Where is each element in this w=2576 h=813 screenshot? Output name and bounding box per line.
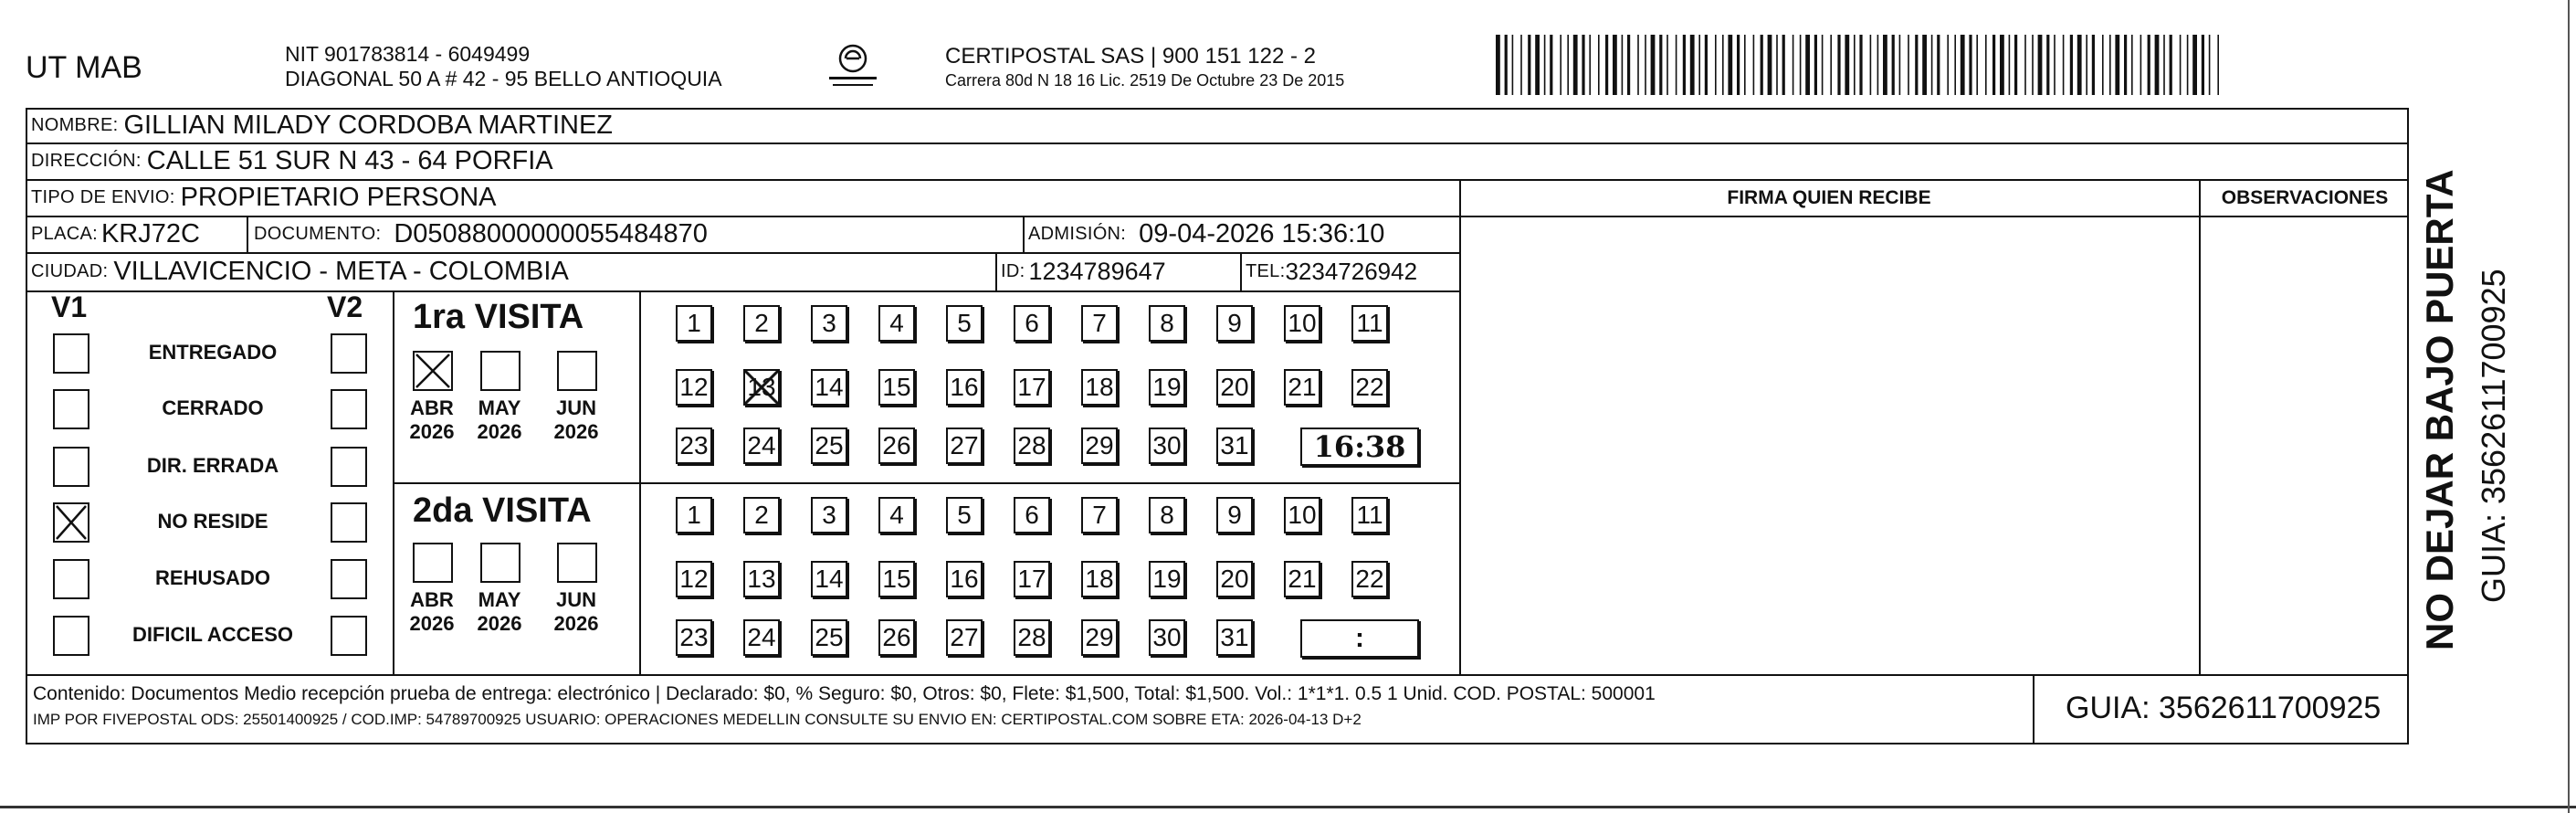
- day-cell[interactable]: 20: [1216, 561, 1253, 597]
- tel-value: 3234726942: [1285, 258, 1418, 285]
- day-cell[interactable]: 9: [1216, 305, 1253, 342]
- month-checkbox[interactable]: [557, 351, 597, 391]
- tel-label: TEL:: [1246, 261, 1286, 281]
- day-cell[interactable]: 25: [811, 428, 847, 464]
- day-cell[interactable]: 26: [878, 619, 915, 656]
- day-cell[interactable]: 1: [676, 497, 712, 533]
- day-cell[interactable]: 28: [1014, 428, 1050, 464]
- day-cell[interactable]: 29: [1081, 619, 1118, 656]
- day-cell[interactable]: 30: [1149, 619, 1185, 656]
- document-label: DOCUMENTO:: [254, 224, 382, 244]
- day-cell[interactable]: 23: [676, 619, 712, 656]
- day-cell[interactable]: 16: [946, 369, 983, 406]
- day-cell[interactable]: 6: [1014, 497, 1050, 533]
- day-cell[interactable]: 5: [946, 305, 983, 342]
- v1-header: V1: [51, 290, 88, 323]
- city-value: VILLAVICENCIO - META - COLOMBIA: [113, 257, 569, 286]
- day-cell[interactable]: 13: [743, 561, 780, 597]
- admission-value: 09-04-2026 15:36:10: [1139, 219, 1385, 248]
- status-label: REHUSADO: [155, 566, 270, 589]
- content-line: Contenido: Documentos Medio recepción prueba de entrega: electrónico | Declarado: $0, % Seguro: $0, Otros: $0, Flete: $1,500, Total: $1,500. Vol.: 1*1*1. 0.5 1 Unid. COD. POSTAL: 500001: [33, 683, 1656, 704]
- day-cell[interactable]: 9: [1216, 497, 1253, 533]
- day-cell[interactable]: 12: [676, 369, 712, 406]
- v2-checkbox[interactable]: [331, 616, 367, 656]
- day-cell[interactable]: 15: [878, 561, 915, 597]
- day-cell[interactable]: 24: [743, 428, 780, 464]
- day-cell[interactable]: 22: [1351, 369, 1388, 406]
- month-label: MAY 2026: [477, 588, 522, 635]
- day-cell[interactable]: 12: [676, 561, 712, 597]
- id-label: ID:: [1001, 261, 1025, 281]
- status-label: ENTREGADO: [148, 341, 278, 364]
- month-checkbox[interactable]: [480, 543, 520, 583]
- recipient-address: CALLE 51 SUR N 43 - 64 PORFIA: [146, 146, 553, 175]
- status-label: DIR. ERRADA: [146, 454, 279, 477]
- v1-checkbox[interactable]: [53, 502, 89, 543]
- day-cell[interactable]: 7: [1081, 497, 1118, 533]
- day-cell[interactable]: 13: [743, 369, 780, 406]
- day-cell[interactable]: 21: [1284, 561, 1320, 597]
- day-cell[interactable]: 3: [811, 497, 847, 533]
- day-cell[interactable]: 23: [676, 428, 712, 464]
- shipment-type-label: TIPO DE ENVIO:: [31, 187, 175, 207]
- city-label: CIUDAD:: [31, 261, 109, 281]
- day-cell[interactable]: 10: [1284, 497, 1320, 533]
- status-label: CERRADO: [162, 396, 264, 419]
- v2-checkbox[interactable]: [331, 333, 367, 374]
- id-value: 1234789647: [1028, 258, 1166, 285]
- signature-column-header: FIRMA QUIEN RECIBE: [1727, 187, 1931, 208]
- sender-address: DIAGONAL 50 A # 42 - 95 BELLO ANTIOQUIA: [285, 67, 722, 90]
- shipment-type: PROPIETARIO PERSONA: [180, 183, 497, 212]
- check-x-icon: [55, 504, 88, 541]
- day-cell[interactable]: 27: [946, 428, 983, 464]
- day-cell[interactable]: 30: [1149, 428, 1185, 464]
- second-visit-title: 2da VISITA: [413, 491, 592, 530]
- day-cell[interactable]: 19: [1149, 369, 1185, 406]
- day-cell[interactable]: 2: [743, 497, 780, 533]
- day-cell[interactable]: 31: [1216, 428, 1253, 464]
- day-cell[interactable]: 4: [878, 305, 915, 342]
- day-cell[interactable]: 25: [811, 619, 847, 656]
- carrier-license: Carrera 80d N 18 16 Lic. 2519 De Octubre 23 De 2015: [945, 71, 1345, 90]
- v1-checkbox[interactable]: [53, 447, 89, 487]
- day-cell[interactable]: 1: [676, 305, 712, 342]
- day-cell[interactable]: 24: [743, 619, 780, 656]
- day-cell[interactable]: 11: [1351, 305, 1388, 342]
- day-cell[interactable]: 22: [1351, 561, 1388, 597]
- day-cell[interactable]: 10: [1284, 305, 1320, 342]
- page-edge: [0, 806, 2576, 808]
- day-cell[interactable]: 6: [1014, 305, 1050, 342]
- day-cell[interactable]: 2: [743, 305, 780, 342]
- day-cell[interactable]: 31: [1216, 619, 1253, 656]
- day-cell[interactable]: 26: [878, 428, 915, 464]
- day-cell[interactable]: 29: [1081, 428, 1118, 464]
- recipient-name: GILLIAN MILADY CORDOBA MARTINEZ: [123, 110, 614, 140]
- day-cell[interactable]: 20: [1216, 369, 1253, 406]
- barcode-icon: [1496, 35, 2226, 95]
- month-label: ABR 2026: [409, 396, 455, 443]
- day-cell[interactable]: 18: [1081, 561, 1118, 597]
- day-cell[interactable]: 21: [1284, 369, 1320, 406]
- month-checkbox[interactable]: [480, 351, 520, 391]
- day-cell[interactable]: 7: [1081, 305, 1118, 342]
- day-cell[interactable]: 19: [1149, 561, 1185, 597]
- imp-line: IMP POR FIVEPOSTAL ODS: 25501400925 / COD.IMP: 54789700925 USUARIO: OPERACIONES MEDELLIN CONSULTE SU ENVIO EN: CERTIPOSTAL.COM SOBRE ETA: 2026-04-13 D+2: [33, 711, 1362, 728]
- address-label: DIRECCIÓN:: [31, 151, 142, 171]
- day-cell[interactable]: 14: [811, 561, 847, 597]
- day-cell[interactable]: 27: [946, 619, 983, 656]
- time-box[interactable]: :: [1300, 619, 1419, 658]
- month-label: ABR 2026: [409, 588, 455, 635]
- carrier-name: CERTIPOSTAL SAS | 900 151 122 - 2: [945, 44, 1316, 69]
- day-cell[interactable]: 28: [1014, 619, 1050, 656]
- month-label: JUN 2026: [553, 588, 599, 635]
- v2-checkbox[interactable]: [331, 389, 367, 429]
- first-visit-title: 1ra VISITA: [413, 298, 584, 336]
- day-cell[interactable]: 4: [878, 497, 915, 533]
- day-cell[interactable]: 8: [1149, 497, 1185, 533]
- v1-checkbox[interactable]: [53, 559, 89, 599]
- no-leave-under-door-warning: NO DEJAR BAJO PUERTA: [2418, 169, 2461, 650]
- admission-label: ADMISIÓN:: [1028, 224, 1127, 244]
- day-cell[interactable]: 17: [1014, 369, 1050, 406]
- status-label: DIFICIL ACCESO: [131, 623, 293, 646]
- month-label: JUN 2026: [553, 396, 599, 443]
- document-value: D05088000000055484870: [394, 219, 708, 248]
- v2-checkbox[interactable]: [331, 502, 367, 543]
- month-checkbox[interactable]: [413, 351, 453, 391]
- v1-checkbox[interactable]: [53, 389, 89, 429]
- certipostal-logo: [824, 38, 882, 93]
- day-cell[interactable]: 17: [1014, 561, 1050, 597]
- footer-guia: GUIA: 3562611700925: [2066, 691, 2381, 725]
- month-checkbox[interactable]: [413, 543, 453, 583]
- v2-header: V2: [327, 290, 363, 323]
- status-label: NO RESIDE: [157, 510, 268, 533]
- side-guia: GUIA: 3562611700925: [2475, 269, 2512, 603]
- v2-checkbox[interactable]: [331, 559, 367, 599]
- day-cell[interactable]: 15: [878, 369, 915, 406]
- time-box[interactable]: 16:38: [1300, 428, 1419, 466]
- day-cell[interactable]: 14: [811, 369, 847, 406]
- sender-name: UT MAB: [26, 50, 142, 85]
- sender-nit: NIT 901783814 - 6049499: [285, 42, 531, 66]
- name-label: NOMBRE:: [31, 114, 119, 135]
- plate-value: KRJ72C: [100, 219, 200, 248]
- v1-checkbox[interactable]: [53, 333, 89, 374]
- day-cell[interactable]: 8: [1149, 305, 1185, 342]
- month-checkbox[interactable]: [557, 543, 597, 583]
- day-cell[interactable]: 16: [946, 561, 983, 597]
- day-cell[interactable]: 5: [946, 497, 983, 533]
- v1-checkbox[interactable]: [53, 616, 89, 656]
- plate-label: PLACA:: [31, 224, 98, 244]
- day-cell[interactable]: 18: [1081, 369, 1118, 406]
- month-label: MAY 2026: [477, 396, 522, 443]
- day-cell[interactable]: 3: [811, 305, 847, 342]
- v2-checkbox[interactable]: [331, 447, 367, 487]
- day-cell[interactable]: 11: [1351, 497, 1388, 533]
- observations-column-header: OBSERVACIONES: [2221, 187, 2389, 208]
- check-x-icon: [415, 353, 451, 389]
